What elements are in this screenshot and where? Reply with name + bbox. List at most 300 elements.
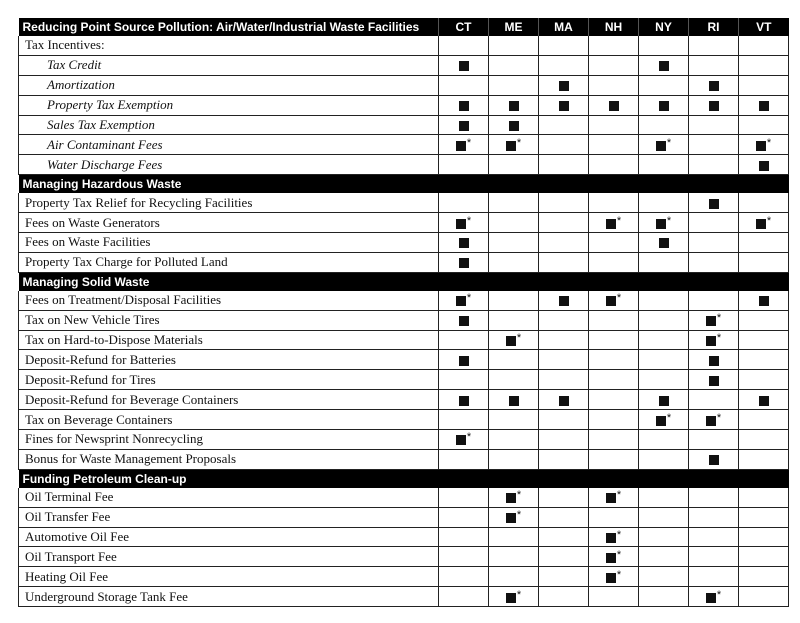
filled-square-icon (606, 296, 616, 306)
filled-square-icon (459, 258, 469, 268)
cell-ny (639, 567, 689, 587)
cell-ct (439, 36, 489, 55)
filled-square-icon (559, 81, 569, 91)
footnote-asterisk: * (466, 292, 472, 305)
cell-ma (539, 547, 589, 567)
column-header-ny: NY (639, 18, 689, 36)
cell-me (489, 507, 539, 527)
cell-vt (739, 310, 789, 330)
cell-ri (689, 233, 739, 253)
cell-me (489, 410, 539, 430)
cell-ma (539, 507, 589, 527)
cell-ma (539, 233, 589, 253)
cell-ny (639, 527, 689, 547)
table-row (19, 291, 789, 310)
cell-ri (689, 95, 739, 115)
filled-square-icon (609, 101, 619, 111)
section-header (19, 175, 789, 194)
cell-ny (639, 430, 689, 450)
row-label: Automotive Oil Fee (19, 527, 439, 547)
filled-square-icon (459, 121, 469, 131)
cell-ny (639, 310, 689, 330)
filled-square-icon (606, 553, 616, 563)
cell-ct (439, 567, 489, 587)
cell-ct (439, 55, 489, 75)
cell-ma (539, 587, 589, 607)
cell-ri (689, 430, 739, 450)
cell-ma (539, 567, 589, 587)
column-header-vt: VT (739, 18, 789, 36)
cell-me (489, 213, 539, 233)
cell-vt (739, 488, 789, 507)
cell-me (489, 310, 539, 330)
cell-ri (689, 449, 739, 469)
filled-square-icon (456, 435, 466, 445)
cell-nh (589, 547, 639, 567)
cell-ma (539, 527, 589, 547)
row-label: Fees on Waste Facilities (19, 233, 439, 253)
cell-nh (589, 567, 639, 587)
cell-ny (639, 36, 689, 55)
cell-ri (689, 488, 739, 507)
cell-vt (739, 291, 789, 310)
table-row (19, 567, 789, 587)
footnote-asterisk: * (616, 214, 622, 227)
filled-square-icon (656, 416, 666, 426)
cell-nh (589, 55, 639, 75)
footnote-asterisk: * (466, 431, 472, 444)
cell-ct (439, 75, 489, 95)
cell-ri (689, 36, 739, 55)
column-header-me: ME (489, 18, 539, 36)
footnote-asterisk: * (766, 136, 772, 149)
table-row (19, 75, 789, 95)
cell-ma (539, 36, 589, 55)
cell-ny (639, 390, 689, 410)
cell-vt (739, 75, 789, 95)
cell-vt (739, 193, 789, 212)
cell-nh (589, 213, 639, 233)
cell-ma (539, 213, 589, 233)
cell-nh (589, 430, 639, 450)
cell-me (489, 233, 539, 253)
row-label: Underground Storage Tank Fee (19, 587, 439, 607)
table-row (19, 310, 789, 330)
cell-ri (689, 370, 739, 390)
filled-square-icon (506, 513, 516, 523)
row-label: Air Contaminant Fees (19, 135, 439, 155)
cell-ri (689, 291, 739, 310)
cell-me (489, 135, 539, 155)
cell-ma (539, 310, 589, 330)
cell-ri (689, 390, 739, 410)
cell-ny (639, 233, 689, 253)
footnote-asterisk: * (466, 136, 472, 149)
filled-square-icon (659, 61, 669, 71)
row-label: Sales Tax Exemption (19, 115, 439, 135)
cell-ma (539, 449, 589, 469)
footnote-asterisk: * (516, 509, 522, 522)
filled-square-icon (459, 316, 469, 326)
table-row (19, 115, 789, 135)
cell-me (489, 75, 539, 95)
table-row (19, 370, 789, 390)
cell-me (489, 350, 539, 370)
cell-ny (639, 252, 689, 272)
table-row (19, 95, 789, 115)
cell-nh (589, 370, 639, 390)
footnote-asterisk: * (516, 332, 522, 345)
cell-me (489, 330, 539, 350)
cell-ct (439, 135, 489, 155)
cell-vt (739, 55, 789, 75)
cell-ma (539, 252, 589, 272)
cell-ct (439, 252, 489, 272)
cell-ny (639, 115, 689, 135)
cell-ct (439, 115, 489, 135)
cell-ct (439, 310, 489, 330)
filled-square-icon (456, 141, 466, 151)
cell-ct (439, 390, 489, 410)
footnote-asterisk: * (616, 529, 622, 542)
row-label: Tax on Hard-to-Dispose Materials (19, 330, 439, 350)
cell-me (489, 252, 539, 272)
cell-ma (539, 135, 589, 155)
row-label: Tax Incentives: (19, 36, 439, 55)
footnote-asterisk: * (616, 548, 622, 561)
filled-square-icon (706, 416, 716, 426)
filled-square-icon (459, 356, 469, 366)
cell-me (489, 291, 539, 310)
footnote-asterisk: * (666, 411, 672, 424)
cell-ny (639, 55, 689, 75)
cell-ny (639, 213, 689, 233)
table-body (19, 18, 789, 607)
cell-nh (589, 350, 639, 370)
footnote-asterisk: * (516, 489, 522, 502)
cell-nh (589, 488, 639, 507)
cell-ri (689, 527, 739, 547)
filled-square-icon (456, 219, 466, 229)
filled-square-icon (506, 336, 516, 346)
filled-square-icon (506, 593, 516, 603)
row-label: Property Tax Relief for Recycling Facilities (19, 193, 439, 212)
cell-nh (589, 135, 639, 155)
filled-square-icon (459, 101, 469, 111)
filled-square-icon (459, 61, 469, 71)
cell-ny (639, 370, 689, 390)
filled-square-icon (656, 219, 666, 229)
row-label: Oil Transfer Fee (19, 507, 439, 527)
filled-square-icon (756, 219, 766, 229)
cell-ri (689, 547, 739, 567)
cell-ny (639, 75, 689, 95)
cell-vt (739, 233, 789, 253)
cell-nh (589, 330, 639, 350)
row-label: Bonus for Waste Management Proposals (19, 449, 439, 469)
filled-square-icon (606, 573, 616, 583)
cell-ny (639, 410, 689, 430)
cell-nh (589, 390, 639, 410)
footnote-asterisk: * (716, 332, 722, 345)
filled-square-icon (709, 81, 719, 91)
filled-square-icon (709, 376, 719, 386)
cell-vt (739, 449, 789, 469)
section-title: Funding Petroleum Clean-up (19, 469, 789, 488)
cell-vt (739, 115, 789, 135)
cell-me (489, 430, 539, 450)
filled-square-icon (506, 141, 516, 151)
cell-ct (439, 449, 489, 469)
filled-square-icon (509, 121, 519, 131)
cell-ny (639, 449, 689, 469)
filled-square-icon (456, 296, 466, 306)
cell-me (489, 55, 539, 75)
cell-ma (539, 155, 589, 175)
cell-vt (739, 370, 789, 390)
table-row (19, 193, 789, 212)
cell-ri (689, 55, 739, 75)
cell-me (489, 547, 539, 567)
cell-ct (439, 507, 489, 527)
cell-ct (439, 587, 489, 607)
table-row (19, 252, 789, 272)
cell-ny (639, 587, 689, 607)
cell-ma (539, 115, 589, 135)
column-header-ct: CT (439, 18, 489, 36)
cell-ma (539, 75, 589, 95)
cell-ma (539, 95, 589, 115)
filled-square-icon (659, 101, 669, 111)
cell-ri (689, 115, 739, 135)
cell-vt (739, 350, 789, 370)
cell-ct (439, 95, 489, 115)
cell-vt (739, 155, 789, 175)
cell-vt (739, 390, 789, 410)
cell-ny (639, 291, 689, 310)
table-row (19, 410, 789, 430)
cell-ma (539, 291, 589, 310)
table-row (19, 135, 789, 155)
row-label: Property Tax Exemption (19, 95, 439, 115)
cell-vt (739, 213, 789, 233)
filled-square-icon (759, 101, 769, 111)
section-header (19, 272, 789, 291)
row-label: Tax Credit (19, 55, 439, 75)
filled-square-icon (756, 141, 766, 151)
filled-square-icon (709, 455, 719, 465)
cell-nh (589, 155, 639, 175)
cell-nh (589, 310, 639, 330)
footnote-asterisk: * (716, 411, 722, 424)
footnote-asterisk: * (616, 568, 622, 581)
cell-vt (739, 252, 789, 272)
cell-ri (689, 507, 739, 527)
cell-ct (439, 488, 489, 507)
section-header (19, 469, 789, 488)
cell-ma (539, 370, 589, 390)
table-row (19, 527, 789, 547)
cell-ma (539, 390, 589, 410)
cell-ct (439, 193, 489, 212)
cell-nh (589, 410, 639, 430)
row-label: Property Tax Charge for Polluted Land (19, 252, 439, 272)
cell-nh (589, 115, 639, 135)
table-row (19, 507, 789, 527)
cell-ri (689, 410, 739, 430)
cell-ny (639, 95, 689, 115)
cell-ma (539, 410, 589, 430)
cell-nh (589, 75, 639, 95)
filled-square-icon (659, 238, 669, 248)
column-header-ma: MA (539, 18, 589, 36)
cell-ri (689, 75, 739, 95)
cell-ct (439, 527, 489, 547)
row-label: Deposit-Refund for Beverage Containers (19, 390, 439, 410)
cell-ri (689, 213, 739, 233)
row-label: Tax on New Vehicle Tires (19, 310, 439, 330)
cell-ny (639, 547, 689, 567)
table-row (19, 155, 789, 175)
cell-ct (439, 330, 489, 350)
table-row (19, 233, 789, 253)
footnote-asterisk: * (766, 214, 772, 227)
filled-square-icon (706, 316, 716, 326)
table-row (19, 330, 789, 350)
cell-ny (639, 193, 689, 212)
cell-ny (639, 330, 689, 350)
filled-square-icon (506, 493, 516, 503)
filled-square-icon (509, 101, 519, 111)
cell-ny (639, 155, 689, 175)
cell-vt (739, 547, 789, 567)
cell-nh (589, 193, 639, 212)
cell-me (489, 488, 539, 507)
cell-ct (439, 213, 489, 233)
cell-nh (589, 527, 639, 547)
table-row (19, 488, 789, 507)
cell-ri (689, 587, 739, 607)
footnote-asterisk: * (516, 136, 522, 149)
table-row (19, 213, 789, 233)
row-label: Heating Oil Fee (19, 567, 439, 587)
footnote-asterisk: * (616, 489, 622, 502)
table-row (19, 587, 789, 607)
cell-me (489, 115, 539, 135)
section-title: Managing Hazardous Waste (19, 175, 789, 194)
filled-square-icon (709, 199, 719, 209)
cell-vt (739, 567, 789, 587)
cell-ct (439, 370, 489, 390)
row-label: Tax on Beverage Containers (19, 410, 439, 430)
footnote-asterisk: * (666, 214, 672, 227)
filled-square-icon (759, 296, 769, 306)
row-label: Deposit-Refund for Tires (19, 370, 439, 390)
footnote-asterisk: * (666, 136, 672, 149)
row-label: Oil Terminal Fee (19, 488, 439, 507)
cell-ri (689, 350, 739, 370)
cell-vt (739, 330, 789, 350)
cell-me (489, 36, 539, 55)
cell-ct (439, 291, 489, 310)
cell-ri (689, 252, 739, 272)
column-header-nh: NH (589, 18, 639, 36)
cell-ny (639, 507, 689, 527)
cell-me (489, 193, 539, 212)
cell-ri (689, 135, 739, 155)
filled-square-icon (559, 396, 569, 406)
cell-nh (589, 507, 639, 527)
cell-me (489, 587, 539, 607)
table-row (19, 350, 789, 370)
cell-vt (739, 95, 789, 115)
filled-square-icon (709, 101, 719, 111)
cell-ri (689, 310, 739, 330)
filled-square-icon (559, 101, 569, 111)
cell-nh (589, 587, 639, 607)
cell-ma (539, 330, 589, 350)
column-header-ri: RI (689, 18, 739, 36)
footnote-asterisk: * (616, 292, 622, 305)
cell-ny (639, 488, 689, 507)
filled-square-icon (459, 396, 469, 406)
table-row (19, 55, 789, 75)
table-row (19, 390, 789, 410)
cell-me (489, 449, 539, 469)
filled-square-icon (759, 396, 769, 406)
cell-ma (539, 55, 589, 75)
filled-square-icon (706, 593, 716, 603)
cell-ct (439, 350, 489, 370)
filled-square-icon (656, 141, 666, 151)
cell-ny (639, 350, 689, 370)
filled-square-icon (759, 161, 769, 171)
filled-square-icon (659, 396, 669, 406)
cell-me (489, 155, 539, 175)
cell-me (489, 567, 539, 587)
section-title: Reducing Point Source Pollution: Air/Water/Industrial Waste Facilities (19, 18, 439, 36)
row-label: Amortization (19, 75, 439, 95)
section-title: Managing Solid Waste (19, 272, 789, 291)
cell-ct (439, 547, 489, 567)
row-label: Fines for Newsprint Nonrecycling (19, 430, 439, 450)
filled-square-icon (509, 396, 519, 406)
cell-vt (739, 527, 789, 547)
cell-ct (439, 233, 489, 253)
row-label: Deposit-Refund for Batteries (19, 350, 439, 370)
cell-ny (639, 135, 689, 155)
cell-ct (439, 155, 489, 175)
cell-nh (589, 233, 639, 253)
table-row (19, 547, 789, 567)
row-label: Fees on Treatment/Disposal Facilities (19, 291, 439, 310)
cell-vt (739, 410, 789, 430)
footnote-asterisk: * (466, 214, 472, 227)
cell-ri (689, 193, 739, 212)
table-row (19, 36, 789, 55)
filled-square-icon (709, 356, 719, 366)
cell-ct (439, 430, 489, 450)
cell-ma (539, 193, 589, 212)
cell-nh (589, 449, 639, 469)
section-header (19, 18, 789, 36)
filled-square-icon (559, 296, 569, 306)
cell-ct (439, 410, 489, 430)
cell-vt (739, 430, 789, 450)
filled-square-icon (606, 219, 616, 229)
policy-matrix-table (18, 18, 789, 607)
row-label: Fees on Waste Generators (19, 213, 439, 233)
